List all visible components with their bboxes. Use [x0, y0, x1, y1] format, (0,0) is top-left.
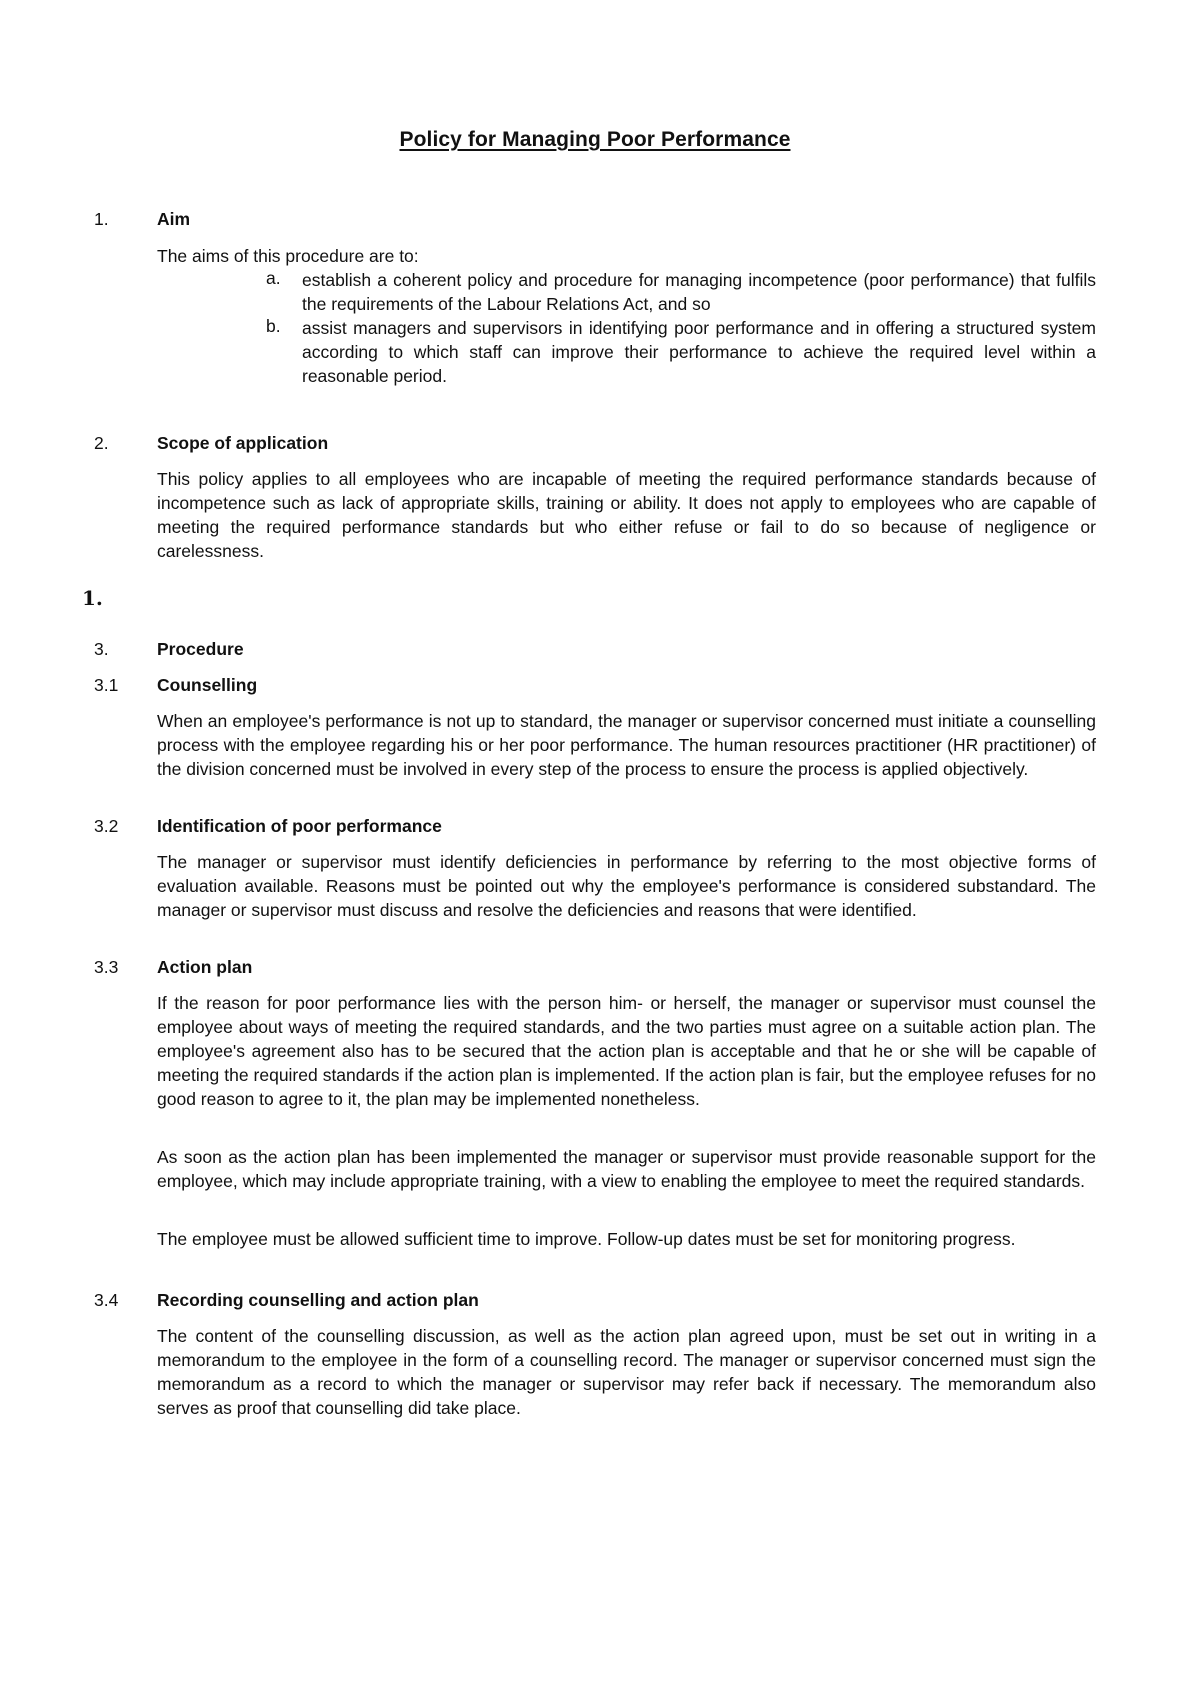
subsection-3-1-text: When an employee's performance is not up to standard, the manager or supervisor concerned must initiate a counselling process with the employee regarding his or her poor performance. The human resources practitioner (HR practitioner) of the division concerned must be involved in every step of the process to ensure the process is applied objectively. — [157, 711, 1096, 779]
section-1-heading: Aim — [157, 209, 191, 229]
aim-item-a-marker: a. — [266, 268, 281, 288]
action-plan-paragraph-3: The employee must be allowed sufficient time to improve. Follow-up dates must be set for monitoring progress. — [157, 1229, 1016, 1249]
section-3-number: 3. — [94, 639, 109, 659]
subsection-3-1-heading: Counselling — [157, 675, 258, 695]
subsection-3-3-heading: Action plan — [157, 957, 253, 977]
subsection-3-2-text: The manager or supervisor must identify deficiencies in performance by referring to the most objective forms of evaluation available. Reasons must be pointed out why the employee's performance is considered substandard. The manager or supervisor must discuss and resolve the deficiencies and reasons that were identified. — [157, 852, 1096, 920]
subsection-3-3-number: 3.3 — [94, 957, 119, 977]
section-3-heading: Procedure — [157, 639, 244, 659]
aim-item-b-text: assist managers and supervisors in identifying poor performance and in offering a structured system according to which staff can improve their performance to achieve the required level within a reasonable period. — [302, 318, 1096, 386]
subsection-3-2-number: 3.2 — [94, 816, 119, 836]
action-plan-paragraph-2: As soon as the action plan has been implemented the manager or supervisor must provide reasonable support for the employee, which may include appropriate training, with a view to enabling the employee to meet the required standards. — [157, 1147, 1096, 1191]
subsection-3-4-heading: Recording counselling and action plan — [157, 1290, 479, 1310]
stray-list-number: 1. — [82, 586, 103, 610]
section-2-heading: Scope of application — [157, 433, 329, 453]
section-1-intro: The aims of this procedure are to: — [157, 246, 419, 266]
action-plan-paragraph-1: If the reason for poor performance lies with the person him- or herself, the manager or supervisor must counsel the employee about ways of meeting the required standards, and the two parties must agree on a suitable action plan. The employee's agreement also has to be secured that the action plan is acceptable and that he or she will be capable of meeting the required standards if the action plan is implemented. If the action plan is fair, but the employee refuses for no good reason to agree to it, the plan may be implemented nonetheless. — [157, 993, 1096, 1109]
section-1-number: 1. — [94, 209, 109, 229]
subsection-3-4-number: 3.4 — [94, 1290, 119, 1310]
section-2-number: 2. — [94, 433, 109, 453]
aim-item-a-text: establish a coherent policy and procedure for managing incompetence (poor performance) that fulfils the requirements of the Labour Relations Act, and so — [302, 270, 1096, 314]
section-2-text: This policy applies to all employees who are incapable of meeting the required performance standards because of incompetence such as lack of appropriate skills, training or ability. It does not apply to employees who are capable of meeting the required performance standards but who either refuse or fail to do so because of negligence or carelessness. — [157, 469, 1096, 561]
subsection-3-4-text: The content of the counselling discussion, as well as the action plan agreed upon, must be set out in writing in a memorandum to the employee in the form of a counselling record. The manager or supervisor concerned must sign the memorandum as a record to which the manager or supervisor may refer back if necessary. The memorandum also serves as proof that counselling did take place. — [157, 1326, 1096, 1418]
aim-item-b-marker: b. — [266, 316, 281, 336]
subsection-3-1-number: 3.1 — [94, 675, 119, 695]
document-title: Policy for Managing Poor Performance — [399, 128, 791, 151]
subsection-3-2-heading: Identification of poor performance — [157, 816, 442, 836]
